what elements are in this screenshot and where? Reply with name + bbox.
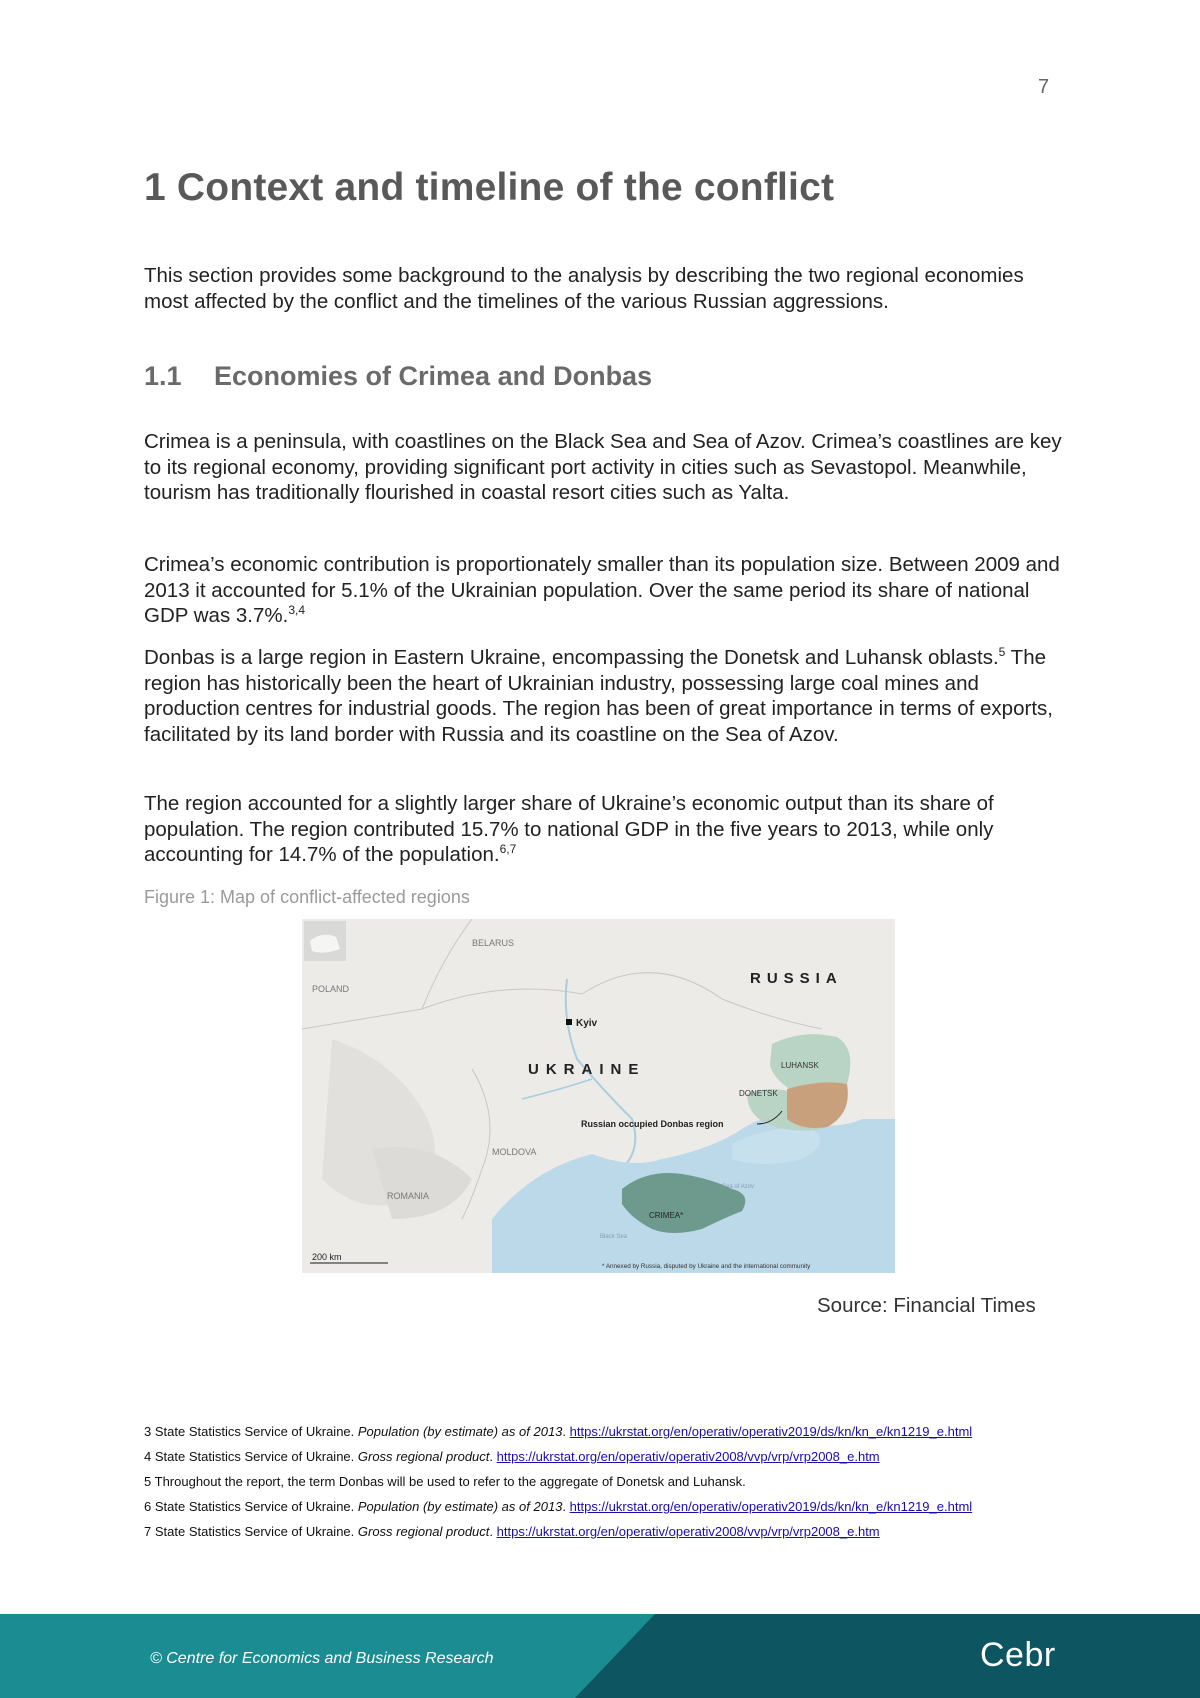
label-crimea: CRIMEA* [649, 1211, 684, 1220]
section-number: 1.1 [144, 361, 182, 391]
footnote-number: 3 [144, 1424, 152, 1439]
label-sea-of-azov: Sea of Azov [722, 1184, 755, 1190]
footnote-title: Population (by estimate) as of 2013 [357, 1424, 563, 1439]
footnote-org: State Statistics Service of Ukraine. [154, 1449, 358, 1464]
footnote-link[interactable]: https://ukrstat.org/en/operativ/operativ2019/ds/kn/kn_e/kn1219_e.html [569, 1499, 973, 1514]
footnote [144, 1474, 1074, 1499]
section-heading [144, 361, 652, 392]
label-romania: ROMANIA [387, 1191, 430, 1201]
label-russia: RUSSIA [750, 970, 843, 987]
footnote-number: 5 [144, 1474, 152, 1489]
paragraph-text: Donbas is a large region in Eastern Ukraine, encompassing the Donetsk and Luhansk oblasts. [144, 646, 999, 669]
figure-source: Source: Financial Times [817, 1294, 1036, 1317]
paragraph-donbas-output [144, 791, 1064, 868]
page-number: 7 [1038, 76, 1050, 98]
footnote [144, 1449, 1074, 1474]
footnote-sep: . [562, 1499, 570, 1514]
paragraph-donbas [144, 645, 1064, 747]
paragraph-text: The region has historically been the heart of Ukrainian industry, possessing large coal mines and production centres for industrial goods. The region has been of great importance in terms of exports, facilitated by its land border with Russia and its coastline on the Sea of Azov. [144, 646, 1053, 746]
footer-copyright: © Centre for Economics and Business Research [150, 1650, 494, 1667]
footnote [144, 1524, 1074, 1549]
footnote-number: 4 [144, 1449, 152, 1464]
footnote-org: State Statistics Service of Ukraine. [154, 1499, 358, 1514]
footnote-org: State Statistics Service of Ukraine. [154, 1524, 358, 1539]
paragraph-text: Crimea’s economic contribution is proportionately smaller than its population size. Between 2009 and 2013 it accounted for 5.1% of the Ukrainian population. Over the same period its share of national GDP was 3.7%. [144, 553, 1060, 627]
label-scale: 200 km [312, 1252, 342, 1262]
footnote-number: 6 [144, 1499, 152, 1514]
label-donetsk: DONETSK [739, 1089, 778, 1098]
chapter-heading: 1 Context and timeline of the conflict [144, 166, 835, 209]
section-title: Economies of Crimea and Donbas [214, 361, 653, 391]
label-black-sea: Black Sea [600, 1234, 628, 1240]
footnote-ref[interactable]: 6,7 [499, 842, 517, 857]
conflict-map [302, 919, 895, 1273]
footnote-link[interactable]: https://ukrstat.org/en/operativ/operativ2008/vvp/vrp/vrp2008_e.htm [496, 1524, 880, 1539]
footnote-link[interactable]: https://ukrstat.org/en/operativ/operativ2019/ds/kn/kn_e/kn1219_e.html [569, 1424, 973, 1439]
label-belarus: BELARUS [472, 938, 515, 948]
kyiv-marker [566, 1019, 572, 1025]
label-poland: POLAND [312, 984, 350, 994]
label-kyiv: Kyiv [576, 1018, 598, 1029]
footnote-sep: . [489, 1524, 497, 1539]
paragraph-crimea-economy [144, 552, 1064, 629]
footnote-number: 7 [144, 1524, 152, 1539]
label-ukraine: UKRAINE [528, 1061, 646, 1078]
label-moldova: MOLDOVA [492, 1147, 537, 1157]
label-annex-note: * Annexed by Russia, disputed by Ukraine and the international community [602, 1263, 811, 1270]
paragraph-text: Crimea is a peninsula, with coastlines on the Black Sea and Sea of Azov. Crimea’s coastlines are key to its regional economy, providing significant port activity in cities such as Sevastopol. Meanwhile, tourism has traditionally flourished in coastal resort cities such as Yalta. [144, 430, 1062, 504]
label-luhansk: LUHANSK [781, 1061, 819, 1070]
footnote-title: Gross regional product [357, 1449, 490, 1464]
footer-dark [575, 1614, 1200, 1698]
figure-caption: Figure 1: Map of conflict-affected regions [144, 887, 470, 907]
paragraph-crimea-geography [144, 429, 1064, 506]
footnote-title: Gross regional product [357, 1524, 490, 1539]
footnote-title: Population (by estimate) as of 2013 [357, 1499, 563, 1514]
footnote [144, 1424, 1074, 1449]
footnotes [144, 1424, 1074, 1549]
footnote-sep: . [489, 1449, 497, 1464]
paragraph-text: The region accounted for a slightly larger share of Ukraine’s economic output than its share of population. The region contributed 15.7% to national GDP in the five years to 2013, while only accounting for 14.7% of the population. [144, 792, 994, 866]
footnote-text: Throughout the report, the term Donbas will be used to refer to the aggregate of Donetsk and Luhansk. [154, 1474, 746, 1489]
label-occupied: Russian occupied Donbas region [581, 1119, 724, 1129]
footnote-sep: . [562, 1424, 570, 1439]
footnote-ref[interactable]: 3,4 [288, 603, 306, 618]
footnote-org: State Statistics Service of Ukraine. [154, 1424, 358, 1439]
footnote-ref[interactable]: 5 [998, 645, 1006, 660]
cebr-logo[interactable]: Cebr [980, 1636, 1056, 1674]
intro-paragraph: This section provides some background to the analysis by describing the two regional economies most affected by the conflict and the timelines of the various Russian aggressions. [144, 264, 1024, 313]
footnote [144, 1499, 1074, 1524]
footnote-link[interactable]: https://ukrstat.org/en/operativ/operativ2008/vvp/vrp/vrp2008_e.htm [496, 1449, 880, 1464]
